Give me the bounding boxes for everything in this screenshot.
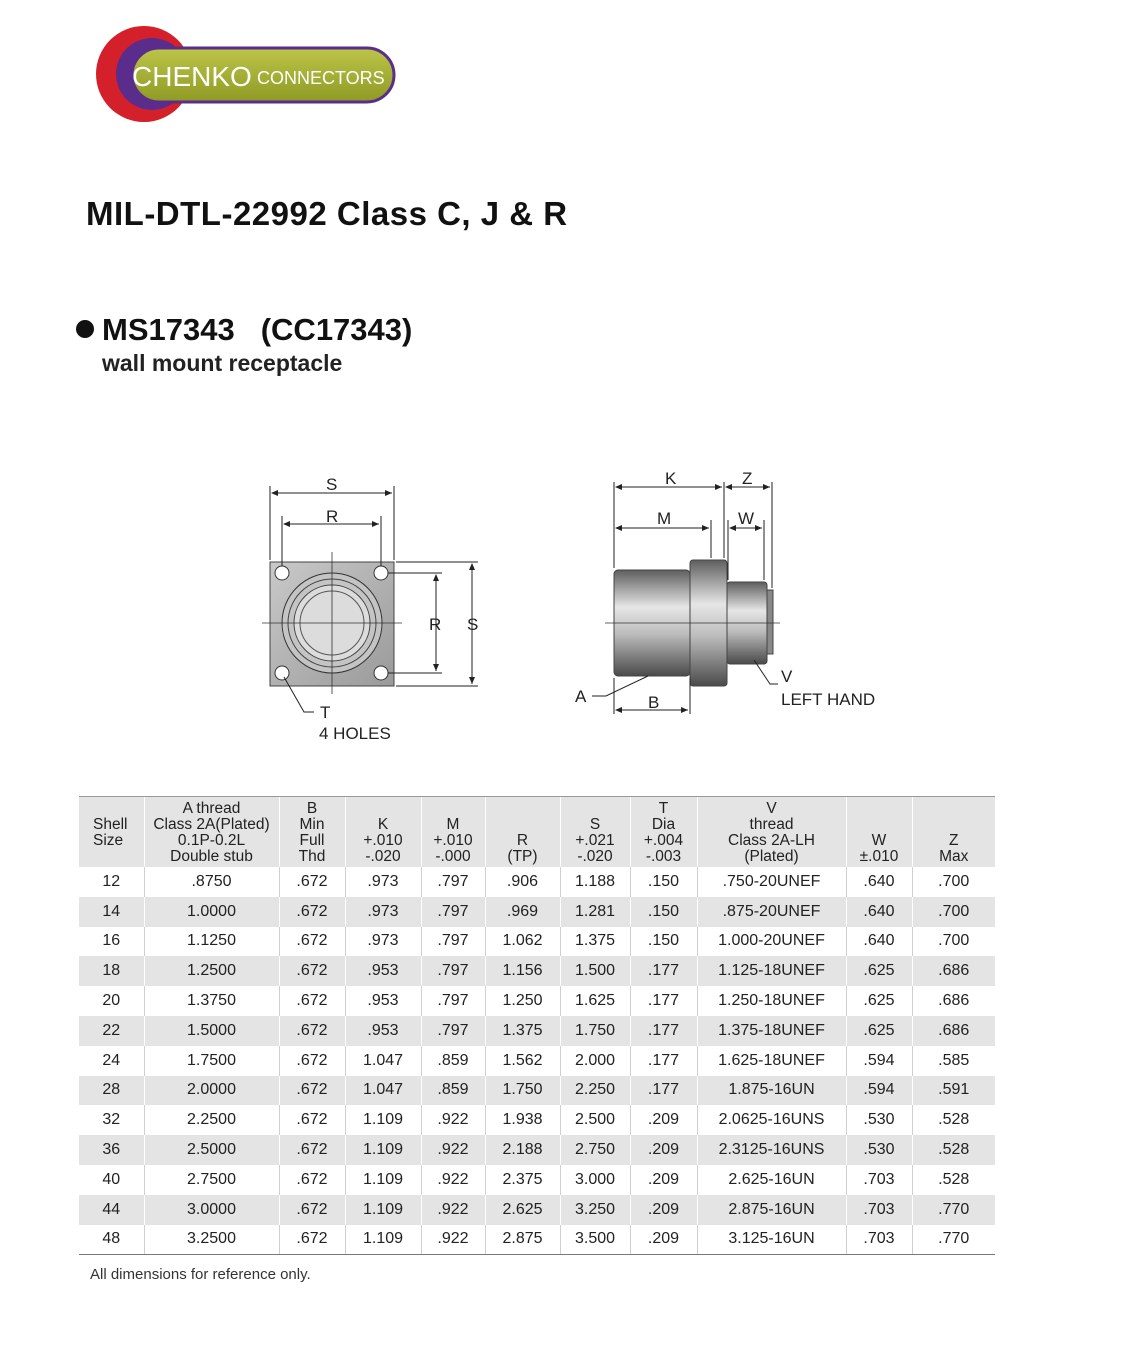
label-z: Z	[742, 469, 753, 488]
column-header	[79, 797, 144, 868]
column-header-line: Z	[949, 832, 959, 849]
table-cell: .209	[630, 1135, 697, 1165]
table-cell: 2.875-16UN	[697, 1195, 846, 1225]
column-header-line: -.000	[435, 848, 471, 865]
table-cell: 2.5000	[144, 1135, 279, 1165]
table-cell: .528	[912, 1165, 995, 1195]
table-cell: .209	[630, 1105, 697, 1135]
table-cell: .530	[846, 1135, 912, 1165]
table-cell: 1.375-18UNEF	[697, 1016, 846, 1046]
table-cell: .209	[630, 1195, 697, 1225]
table-row	[79, 1225, 995, 1255]
table-cell: 1.062	[485, 927, 560, 957]
table-cell: 2.250	[560, 1076, 630, 1106]
table-cell: .953	[345, 956, 421, 986]
table-cell: .640	[846, 867, 912, 897]
table-cell: .922	[421, 1165, 485, 1195]
table-cell: .686	[912, 956, 995, 986]
table-cell: .973	[345, 897, 421, 927]
table-cell: 1.156	[485, 956, 560, 986]
table-cell: 1.2500	[144, 956, 279, 986]
table-cell: 1.000-20UNEF	[697, 927, 846, 957]
product-description: wall mount receptacle	[102, 350, 343, 376]
column-header-line: A thread	[182, 800, 241, 817]
column-header	[912, 797, 995, 868]
table-cell: 1.109	[345, 1135, 421, 1165]
table-row	[79, 897, 995, 927]
label-r-side: R	[429, 615, 442, 634]
table-cell: .770	[912, 1225, 995, 1255]
table-cell: .672	[279, 1165, 345, 1195]
table-cell: .150	[630, 867, 697, 897]
label-k: K	[665, 469, 677, 488]
table-row	[79, 956, 995, 986]
table-cell: 1.250	[485, 986, 560, 1016]
side-view	[575, 469, 875, 714]
product-heading	[102, 312, 412, 348]
table-cell: 1.562	[485, 1046, 560, 1076]
column-header-line: +.010	[433, 832, 473, 849]
table-cell: .875-20UNEF	[697, 897, 846, 927]
table-cell: .922	[421, 1105, 485, 1135]
table-cell: 44	[79, 1195, 144, 1225]
table-cell: 24	[102, 1051, 121, 1069]
table-cell: 1.188	[560, 867, 630, 897]
table-cell: 1.281	[560, 897, 630, 927]
table-row	[79, 1105, 995, 1135]
table-cell: .922	[421, 1195, 485, 1225]
footnote: All dimensions for reference only.	[90, 1266, 311, 1283]
column-header	[846, 797, 912, 868]
table-cell: .585	[912, 1046, 995, 1076]
table-cell: .150	[630, 897, 697, 927]
table-cell: .625	[846, 986, 912, 1016]
label-v: V	[781, 667, 793, 686]
logo-brand: CHENKO	[132, 61, 252, 92]
table-cell: .859	[421, 1046, 485, 1076]
table-cell: 1.109	[345, 1105, 421, 1135]
table-cell: 1.625-18UNEF	[697, 1046, 846, 1076]
label-w: W	[738, 509, 755, 528]
table-cell: 2.3125-16UNS	[697, 1135, 846, 1165]
table-cell: 2.0000	[144, 1076, 279, 1106]
table-cell: .209	[630, 1165, 697, 1195]
table-cell: .8750	[144, 867, 279, 897]
column-header-line: ±.010	[859, 848, 899, 865]
table-cell: .528	[912, 1105, 995, 1135]
table-cell: 3.2500	[144, 1225, 279, 1255]
label-m: M	[657, 509, 672, 528]
table-row	[79, 927, 995, 957]
table-cell: .703	[846, 1225, 912, 1255]
column-header	[485, 797, 560, 868]
table-cell: 22	[79, 1016, 144, 1046]
table-cell: 14	[79, 897, 144, 927]
column-header-line: M	[446, 816, 460, 833]
table-cell: .640	[846, 897, 912, 927]
table-cell: .797	[421, 1016, 485, 1046]
table-cell: .859	[421, 1076, 485, 1106]
label-b: B	[648, 693, 660, 712]
table-cell: 3.500	[560, 1225, 630, 1255]
column-header-line: Double stub	[170, 848, 253, 865]
table-cell: .672	[279, 1016, 345, 1046]
column-header-line: W	[871, 832, 887, 849]
table-cell: 2.625	[485, 1195, 560, 1225]
table-cell: 1.047	[345, 1076, 421, 1106]
table-cell: .703	[846, 1195, 912, 1225]
table-row	[79, 867, 995, 897]
table-cell: .177	[630, 956, 697, 986]
label-s-side: S	[467, 615, 479, 634]
table-cell: .770	[912, 1195, 995, 1225]
column-header-line: Thd	[298, 848, 326, 865]
table-cell: 1.750	[485, 1076, 560, 1106]
column-header-line: B	[306, 800, 318, 817]
table-cell: 28	[79, 1076, 144, 1106]
table-cell: 1.875-16UN	[697, 1076, 846, 1106]
column-header	[421, 797, 485, 868]
page-title: MIL-DTL-22992 Class C, J & R	[86, 195, 568, 232]
table-cell: 2.875	[485, 1225, 560, 1255]
table-cell: 3.0000	[144, 1195, 279, 1225]
column-header-line: Size	[93, 832, 124, 849]
column-header-line: Class 2A(Plated)	[153, 816, 270, 833]
column-header-line: Shell	[93, 816, 128, 833]
table-cell: .672	[279, 986, 345, 1016]
table-row	[79, 1016, 995, 1046]
table-cell: .625	[846, 1016, 912, 1046]
table-cell: 1.3750	[144, 986, 279, 1016]
front-view	[262, 475, 478, 743]
table-cell: .672	[279, 956, 345, 986]
table-cell: .700	[912, 927, 995, 957]
table-cell: 18	[79, 956, 144, 986]
table-cell: .953	[345, 1016, 421, 1046]
column-header-line: Max	[939, 848, 969, 865]
column-header-line: +.004	[643, 832, 684, 849]
table-cell: .797	[421, 986, 485, 1016]
table-cell: 2.2500	[144, 1105, 279, 1135]
table-cell: 32	[102, 1111, 121, 1129]
table-cell: .686	[912, 1016, 995, 1046]
table-cell: 1.500	[560, 956, 630, 986]
table-cell: .177	[630, 1016, 697, 1046]
label-r-top: R	[326, 507, 339, 526]
table-cell: 20	[102, 992, 121, 1010]
column-header-line: K	[377, 816, 389, 833]
table-cell: .953	[345, 986, 421, 1016]
table-cell: .797	[421, 897, 485, 927]
table-cell: .672	[279, 1225, 345, 1255]
column-header	[560, 797, 630, 868]
table-cell: .591	[912, 1076, 995, 1106]
table-cell: 2.7500	[144, 1165, 279, 1195]
table-cell: .209	[630, 1225, 697, 1255]
table-cell: 2.625-16UN	[697, 1165, 846, 1195]
label-left-hand: LEFT HAND	[781, 690, 876, 709]
table-cell: .177	[630, 986, 697, 1016]
table-cell: .594	[846, 1076, 912, 1106]
dimension-table	[79, 796, 995, 1255]
table-cell: 1.047	[345, 1046, 421, 1076]
table-cell: .797	[421, 956, 485, 986]
table-cell: .640	[846, 927, 912, 957]
table-cell: .750-20UNEF	[697, 867, 846, 897]
table-cell: 1.750	[560, 1016, 630, 1046]
table-cell: 40	[102, 1170, 121, 1188]
alt-part-number: (CC17343)	[260, 312, 413, 347]
table-cell: 1.109	[345, 1165, 421, 1195]
table-row	[79, 1135, 995, 1165]
technical-drawing	[240, 460, 900, 760]
table-cell: 3.000	[560, 1165, 630, 1195]
column-header-line: thread	[749, 816, 794, 833]
column-header-line: R	[516, 832, 529, 849]
table-cell: 3.125-16UN	[697, 1225, 846, 1255]
label-a: A	[575, 687, 587, 706]
table-cell: .672	[279, 1105, 345, 1135]
column-header-line: Dia	[651, 816, 676, 833]
table-cell: 1.375	[560, 927, 630, 957]
table-row	[79, 1076, 995, 1106]
table-cell: 1.625	[560, 986, 630, 1016]
part-number: MS17343	[102, 312, 235, 347]
table-cell: .530	[846, 1105, 912, 1135]
table-row	[79, 1165, 995, 1195]
table-cell: .672	[279, 1135, 345, 1165]
table-cell: 1.0000	[144, 897, 279, 927]
column-header-line: S	[589, 816, 601, 833]
table-cell: .906	[485, 867, 560, 897]
table-cell: .922	[421, 1225, 485, 1255]
table-cell: .177	[630, 1046, 697, 1076]
table-cell: 1.125-18UNEF	[697, 956, 846, 986]
table-cell: 36	[79, 1135, 144, 1165]
table-cell: .797	[421, 927, 485, 957]
table-cell: 1.1250	[144, 927, 279, 957]
table-cell: 2.500	[560, 1105, 630, 1135]
table-header-row	[79, 797, 995, 868]
column-header	[345, 797, 421, 868]
table-cell: .686	[912, 986, 995, 1016]
table-cell: .969	[485, 897, 560, 927]
column-header-line: -.020	[577, 848, 613, 865]
table-cell: .625	[846, 956, 912, 986]
table-cell: .528	[912, 1135, 995, 1165]
column-header-line: -.003	[645, 848, 682, 865]
table-cell: 2.375	[485, 1165, 560, 1195]
table-cell: .672	[279, 1046, 345, 1076]
table-cell: 1.109	[345, 1225, 421, 1255]
column-header-line: T	[658, 800, 669, 817]
table-cell: .973	[345, 927, 421, 957]
table-cell: 12	[102, 872, 121, 890]
column-header	[697, 797, 846, 868]
column-header-line: 0.1P-0.2L	[177, 832, 246, 849]
bullet-icon	[76, 320, 94, 338]
logo-tagline: CONNECTORS	[257, 68, 385, 88]
table-cell: 1.7500	[144, 1046, 279, 1076]
column-header-line: +.010	[363, 832, 403, 849]
table-cell: .973	[345, 867, 421, 897]
table-cell: 2.0625-16UNS	[697, 1105, 846, 1135]
table-cell: .922	[421, 1135, 485, 1165]
column-header-line: Class 2A-LH	[728, 832, 815, 849]
table-row	[79, 986, 995, 1016]
column-header-line: V	[766, 800, 777, 817]
table-cell: .703	[846, 1165, 912, 1195]
label-4-holes: 4 HOLES	[319, 724, 391, 743]
table-cell: .672	[279, 1076, 345, 1106]
label-s-top: S	[326, 475, 338, 494]
table-cell: .594	[846, 1046, 912, 1076]
table-cell: 2.000	[560, 1046, 630, 1076]
table-cell: .177	[630, 1076, 697, 1106]
table-cell: 2.188	[485, 1135, 560, 1165]
table-cell: .672	[279, 927, 345, 957]
table-cell: 3.250	[560, 1195, 630, 1225]
column-header-line: +.021	[575, 832, 615, 849]
column-header-line: (Plated)	[744, 848, 799, 865]
table-cell: .797	[421, 867, 485, 897]
table-cell: .150	[630, 927, 697, 957]
table-cell: 1.109	[345, 1195, 421, 1225]
label-t: T	[320, 703, 331, 722]
table-cell: 16	[102, 932, 121, 950]
column-header-line: Min	[299, 816, 325, 833]
table-cell: 48	[79, 1225, 144, 1255]
table-cell: .672	[279, 897, 345, 927]
table-cell: 1.250-18UNEF	[697, 986, 846, 1016]
table-cell: 1.375	[485, 1016, 560, 1046]
table-cell: .700	[912, 867, 995, 897]
column-header	[144, 797, 279, 868]
column-header-line: Full	[299, 832, 325, 849]
table-cell: .700	[912, 897, 995, 927]
table-cell: 1.938	[485, 1105, 560, 1135]
column-header	[279, 797, 345, 868]
column-header-line: (TP)	[507, 848, 538, 865]
table-cell: 1.5000	[144, 1016, 279, 1046]
table-row	[79, 1046, 995, 1076]
table-cell: .672	[279, 867, 345, 897]
table-cell: 2.750	[560, 1135, 630, 1165]
chenko-logo	[92, 26, 402, 126]
table-cell: .672	[279, 1195, 345, 1225]
column-header-line: -.020	[365, 848, 401, 865]
table-row	[79, 1195, 995, 1225]
column-header	[630, 797, 697, 868]
